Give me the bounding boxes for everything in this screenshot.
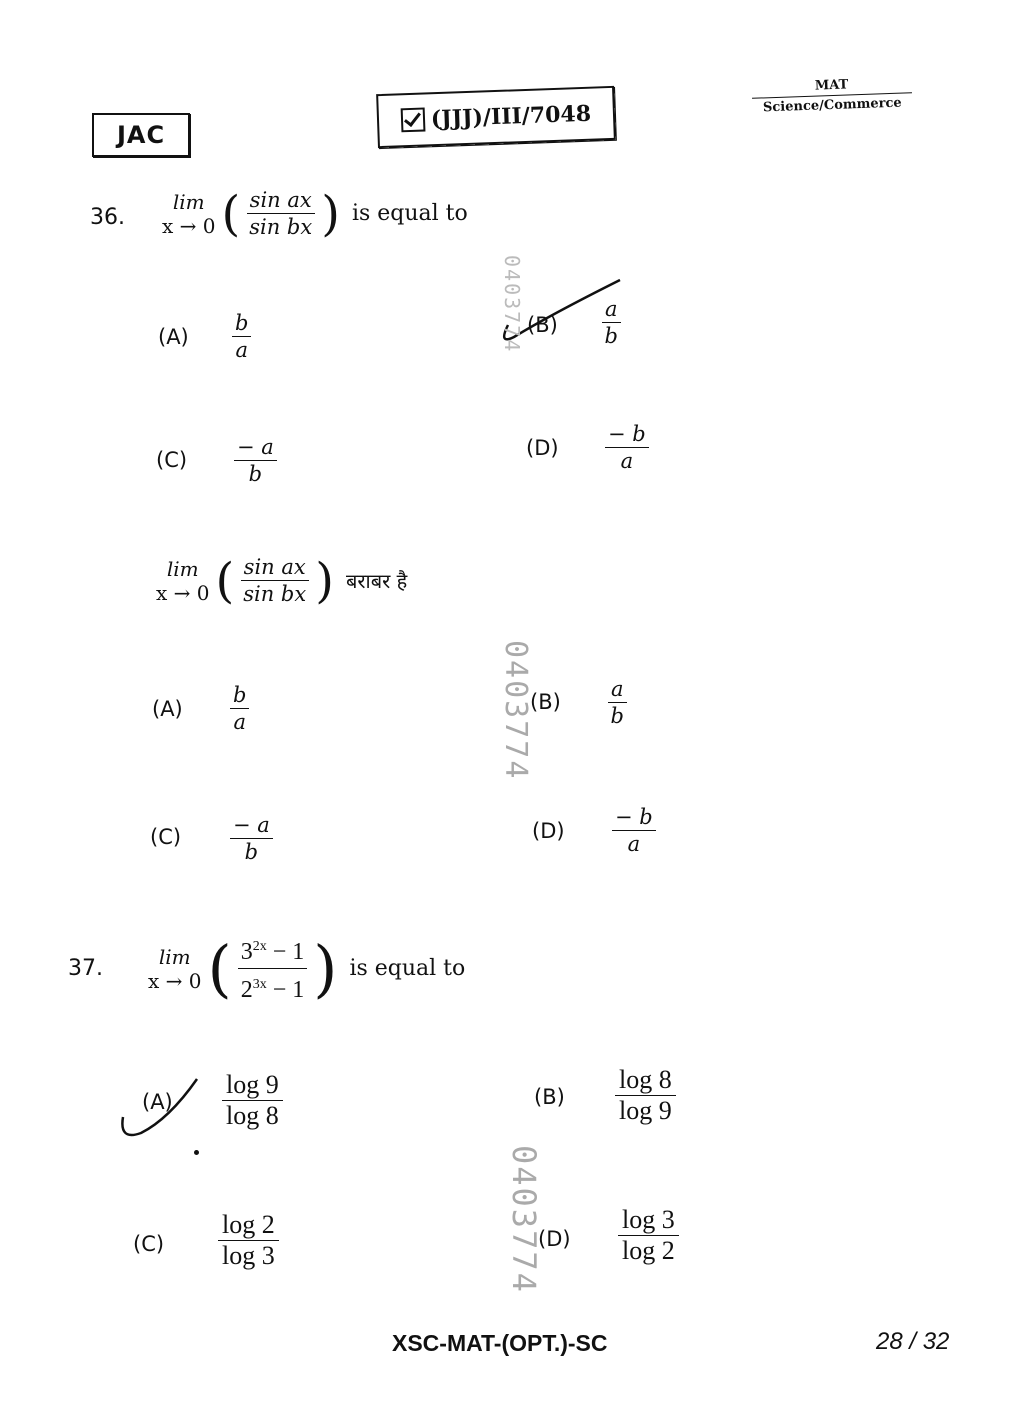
stamp-number: 0403774	[498, 640, 533, 781]
option-label: (A)	[152, 697, 183, 721]
handwritten-tick-mark	[115, 1075, 205, 1145]
option-label: (A)	[158, 325, 189, 349]
lim-sub: x → 0	[162, 213, 216, 238]
paper-code: (JJJ)/III/7048	[430, 100, 592, 133]
question-number: 37.	[68, 956, 103, 981]
option-label: (C)	[133, 1232, 165, 1256]
option-fraction: log 9 log 8	[222, 1070, 283, 1131]
option-fraction: − a b	[230, 812, 273, 865]
option-fraction: − a b	[234, 434, 277, 487]
option-label: (B)	[534, 1085, 565, 1109]
option-fraction: a b	[608, 676, 627, 729]
denominator: sin bx	[249, 215, 313, 239]
option-fraction: − b a	[605, 421, 649, 474]
option-fraction: log 2 log 3	[218, 1210, 279, 1271]
subject-block	[741, 75, 922, 116]
option-label: (B)	[530, 690, 561, 714]
option-fraction: b a	[230, 682, 249, 735]
board-label: JAC	[92, 113, 190, 157]
option-fraction: a b	[602, 296, 621, 349]
option-fraction: b a	[232, 310, 251, 363]
paper-footer-code: XSC-MAT-(OPT.)-SC	[392, 1330, 608, 1356]
option-fraction: log 3 log 2	[618, 1205, 679, 1266]
paper-code-box	[376, 86, 616, 148]
option-label: (C)	[156, 448, 188, 472]
option-label: (A)	[142, 1090, 173, 1114]
stream: Science/Commerce	[762, 95, 902, 116]
question-text: is equal to	[351, 201, 468, 226]
question-text: is equal to	[349, 956, 466, 981]
option-label: (D)	[526, 436, 559, 460]
option-fraction: − b a	[612, 804, 656, 857]
question-text-hindi: बराबर है	[345, 569, 408, 593]
question-36-hindi-expression: lim x → 0 ( $\frac{\text{sin ax}}{\text{sin bx}}$ ) बराबर है	[156, 552, 408, 609]
question-37-expression: lim x → 0 ( $\frac{3^{2x} - 1}{2^{3x} - 1}$ ) is equal to	[148, 931, 466, 1005]
stamp-number: 0403774	[500, 255, 524, 354]
option-label: (B)	[527, 313, 558, 337]
question-36-expression: lim x → 0 ( $\frac{\text{sin ax}}{\text{sin bx}}$ ) is equal to	[162, 185, 468, 242]
numerator: sin ax	[249, 188, 312, 212]
stamp-number: 0403774	[505, 1145, 543, 1294]
option-fraction: log 8 log 9	[615, 1065, 676, 1126]
option-label: (D)	[532, 819, 565, 843]
lim-label: lim	[172, 189, 205, 214]
checkbox-icon	[401, 107, 426, 132]
subject: MAT	[814, 77, 849, 94]
option-label: (C)	[150, 825, 182, 849]
ink-dot	[194, 1150, 199, 1155]
question-number: 36.	[90, 205, 125, 230]
option-label: (D)	[538, 1227, 571, 1251]
page-number: 28 / 32	[876, 1328, 950, 1355]
